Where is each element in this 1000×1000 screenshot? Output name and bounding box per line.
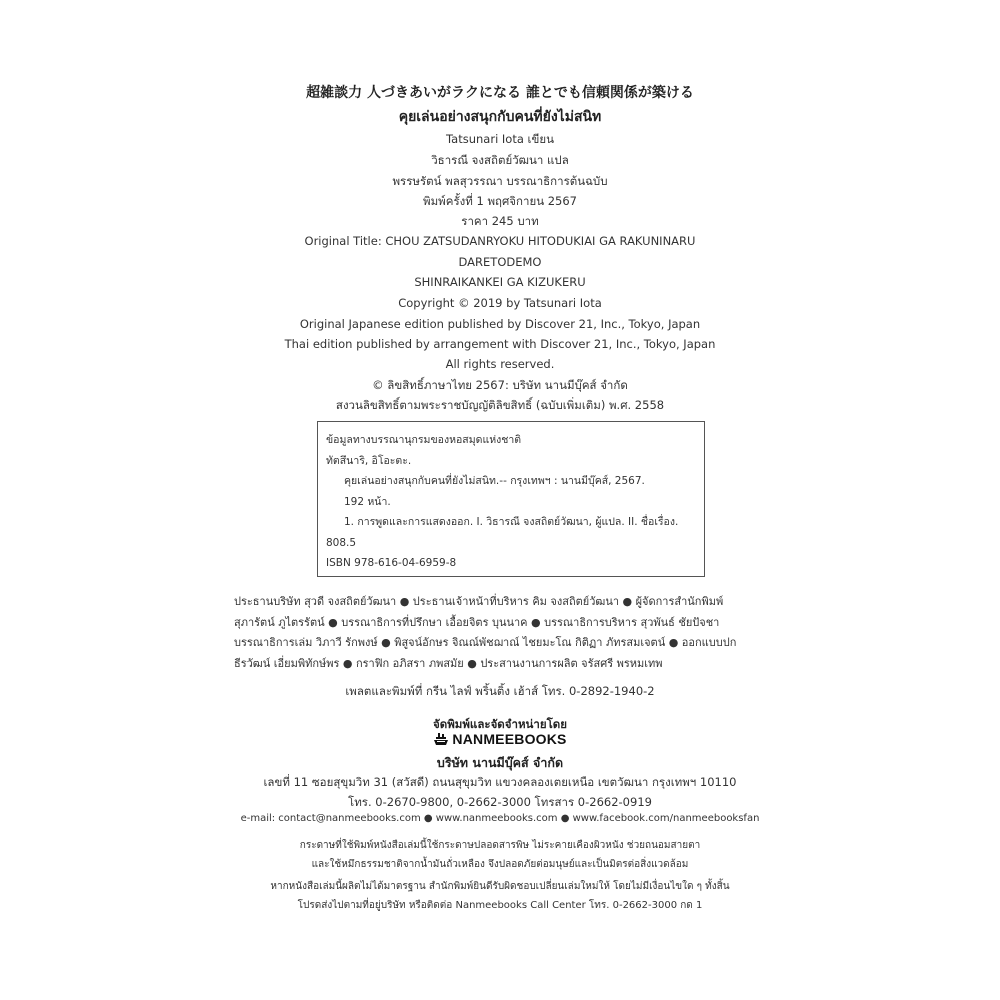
japanese-edition-line: Original Japanese edition published by Discover 21, Inc., Tokyo, Japan [299, 317, 701, 331]
company-name: บริษัท นานมีบุ๊คส์ จำกัด [436, 755, 564, 770]
original-title-line: Original Title: CHOU ZATSUDANRYOKU HITODUKIAI GA RAKUNINARU [304, 234, 696, 248]
original-title-cont-2: SHINRAIKANKEI GA KIZUKERU [414, 275, 586, 289]
thai-edition-line: Thai edition published by arrangement with Discover 21, Inc., Tokyo, Japan [284, 337, 716, 351]
cataloging-box [317, 421, 705, 577]
thai-copyright-line: © ลิขสิทธิ์ภาษาไทย 2567: บริษัท นานมีบุ๊คส์ จำกัด [372, 378, 628, 392]
staff-line-3: บรรณาธิการเล่ม วิภาวี รักพงษ์ ● พิสูจน์อักษร จิณณ์พัชฌาณ์ ไชยมะโณ กิติฏา ภัทรสมเจตน์ ● ออกแบบปก [234, 636, 737, 649]
staff-credits [234, 592, 774, 674]
defect-note-1: หากหนังสือเล่มนี้ผลิตไม่ได้มาตรฐาน สำนักพิมพ์ยินดีรับผิดชอบเปลี่ยนเล่มใหม่ให้ โดยไม่มีเงื่อนไขใด ๆ ทั้งสิ้น [270, 881, 730, 892]
copyright-line: Copyright © 2019 by Tatsunari Iota [398, 296, 602, 310]
staff-line-4: ธีรวัฒน์ เอี่ยมพิทักษ์พร ● กราฟิก อภิสรา ภพสมัย ● ประสานงานการผลิต จรัสศรี พรหมเทพ [234, 656, 663, 670]
catalog-classification: 808.5 [326, 536, 357, 549]
logo-text: NANMEEBOOKS [452, 731, 567, 747]
company-online: e-mail: contact@nanmeebooks.com ● www.nanmeebooks.com ● www.facebook.com/nanmeebooksfan [240, 813, 760, 824]
defect-note-2: โปรดส่งไปตามที่อยู่บริษัท หรือติดต่อ Nanmeebooks Call Center โทร. 0-2662-3000 กด 1 [297, 900, 703, 911]
catalog-heading: ข้อมูลทางบรรณานุกรมของหอสมุดแห่งชาติ [326, 434, 522, 446]
ship-logo-icon [433, 732, 449, 750]
company-address: เลขที่ 11 ซอยสุขุมวิท 31 (สวัสดี) ถนนสุขุมวิท แขวงคลองเตยเหนือ เขตวัฒนา กรุงเทพฯ 10110 [263, 775, 737, 789]
staff-line-2: สุภารัตน์ ภูไตรรัตน์ ● บรรณาธิการที่ปรึกษา เอื้อยจิตร บุนนาค ● บรรณาธิการบริหาร สุวพันธ์ ชัยปัจชา [234, 615, 720, 629]
original-title-cont-1: DARETODEMO [458, 255, 542, 269]
catalog-author: ทัตสึนาริ, อิโอะตะ. [326, 454, 412, 467]
catalog-isbn: ISBN 978-616-04-6959-8 [326, 557, 457, 569]
distribution-heading: จัดพิมพ์และจัดจำหน่ายโดย [432, 717, 567, 731]
nanmeebooks-logo [0, 731, 1000, 750]
translator-credit: วิธารณี จงสถิตย์วัฒนา แปล [431, 153, 569, 167]
paper-note-2: และใช้หมึกธรรมชาติจากน้ำมันถั่วเหลือง จึงปลอดภัยต่อมนุษย์และเป็นมิตรต่อสิ่งแวดล้อม [311, 859, 689, 870]
editor-credit: พรรษรัตน์ พลสุวรรณา บรรณาธิการต้นฉบับ [392, 174, 608, 188]
catalog-pages: 192 หน้า. [344, 495, 391, 508]
catalog-title: คุยเล่นอย่างสนุกกับคนที่ยังไม่สนิท.-- กรุงเทพฯ : นานมีบุ๊คส์, 2567. [344, 475, 645, 487]
price-line: ราคา 245 บาท [461, 214, 539, 228]
printer-line: เพลตและพิมพ์ที่ กรีน ไลฟ์ พริ้นติ้ง เฮ้าส์ โทร. 0-2892-1940-2 [345, 684, 655, 698]
paper-note-1: กระดาษที่ใช้พิมพ์หนังสือเล่มนี้ใช้กระดาษปลอดสารพิษ ไม่ระคายเคืองผิวหนัง ช่วยถนอมสายตา [299, 840, 701, 851]
company-phone: โทร. 0-2670-9800, 0-2662-3000 โทรสาร 0-2662-0919 [348, 795, 652, 809]
edition-line: พิมพ์ครั้งที่ 1 พฤศจิกายน 2567 [423, 194, 577, 208]
thai-title: คุยเล่นอย่างสนุกกับคนที่ยังไม่สนิท [398, 109, 602, 125]
rights-reserved-line: All rights reserved. [445, 357, 555, 371]
copyright-act-line: สงวนลิขสิทธิ์ตามพระราชบัญญัติลิขสิทธิ์ (ฉบับเพิ่มเติม) พ.ศ. 2558 [335, 398, 665, 412]
author-credit: Tatsunari Iota เขียน [446, 132, 554, 146]
japanese-title: 超雑談力 人づきあいがラクになる 誰とでも信頼関係が築ける [306, 85, 694, 101]
staff-line-1: ประธานบริษัท สุวดี จงสถิตย์วัฒนา ● ประธานเจ้าหน้าที่บริหาร คิม จงสถิตย์วัฒนา ● ผู้จัดการสำนักพิมพ์ [234, 595, 724, 608]
catalog-subjects: 1. การพูดและการแสดงออก. I. วิธารณี จงสถิตย์วัฒนา, ผู้แปล. II. ชื่อเรื่อง. [344, 516, 679, 528]
